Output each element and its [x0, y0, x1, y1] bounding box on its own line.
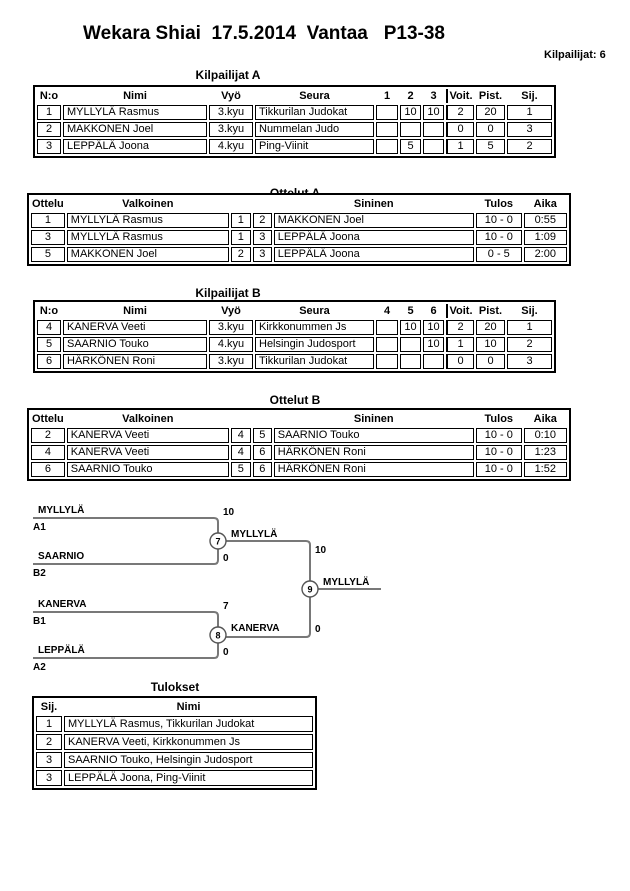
header-row: [37, 89, 552, 103]
bracket-winner-label: MYLLYLÄ: [231, 529, 278, 540]
header-row: [31, 197, 567, 211]
match-number: 9: [307, 584, 313, 595]
table-cell: [376, 320, 398, 335]
table-cell: HÄRKÖNEN Roni: [274, 462, 474, 477]
bracket-name-label: SAARNIO: [38, 551, 85, 562]
table-cell: 4: [31, 445, 65, 460]
table-row: [37, 139, 552, 154]
column-header: 2: [407, 90, 414, 102]
column-header: Pist.: [478, 90, 503, 102]
column-header: [253, 197, 272, 211]
match-number: 7: [215, 536, 221, 547]
table-cell: 3: [507, 122, 552, 137]
section-title-ottelut-b: Ottelut B: [269, 393, 321, 407]
table-row: [36, 734, 313, 750]
bracket-name-label: KANERVA: [38, 599, 87, 610]
table-row: [36, 716, 313, 732]
table-cell: Kirkkonummen Js: [255, 320, 374, 335]
table-cell: 20: [476, 105, 505, 120]
column-header: Ottelu: [32, 413, 64, 425]
table-cell: [376, 139, 398, 154]
table-cell: 1: [31, 213, 65, 228]
table-cell: MYLLYLÄ Rasmus: [67, 230, 229, 245]
table-cell: 1:52: [524, 462, 567, 477]
table-cell: 5: [31, 247, 65, 262]
table-cell: 3: [36, 770, 62, 786]
table-cell: 3.kyu: [209, 354, 253, 369]
ottelut-a-table: [27, 193, 571, 266]
table-cell: Tikkurilan Judokat: [255, 105, 374, 120]
table-cell: 3: [36, 752, 62, 768]
table-cell: 10: [423, 105, 444, 120]
table-cell: SAARNIO Touko: [63, 337, 207, 352]
table-cell: 6: [31, 462, 65, 477]
table-row: [37, 122, 552, 137]
column-header: 6: [430, 305, 437, 317]
table-row: [37, 337, 552, 352]
table-cell: 1:23: [524, 445, 567, 460]
table-cell: KANERVA Veeti, Kirkkonummen Js: [64, 734, 313, 750]
bracket-name-label: MYLLYLÄ: [38, 505, 85, 516]
table-row: [31, 462, 567, 477]
table-cell: 2: [446, 105, 474, 120]
table-cell: 2: [36, 734, 62, 750]
table-cell: KANERVA Veeti: [67, 445, 229, 460]
table-cell: 3: [31, 230, 65, 245]
table-cell: 6: [253, 462, 272, 477]
header-row: [37, 304, 552, 318]
table-cell: 20: [476, 320, 505, 335]
table-row: [37, 105, 552, 120]
column-header: Tulos: [484, 413, 514, 425]
table-cell: MYLLYLÄ Rasmus: [67, 213, 229, 228]
section-title-kilpailijat-b: Kilpailijat B: [195, 286, 261, 300]
table-cell: HÄRKÖNEN Roni: [63, 354, 207, 369]
table-cell: 3: [37, 139, 61, 154]
column-header: Tulos: [484, 198, 514, 210]
table-row: [36, 770, 313, 786]
elimination-bracket: [25, 498, 485, 678]
table-row: [37, 354, 552, 369]
column-header: [231, 412, 251, 426]
table-cell: [423, 122, 444, 137]
column-header: Nimi: [123, 305, 147, 317]
column-header: Voit.: [446, 304, 474, 318]
competitors-count-label: Kilpailijat: 6: [544, 49, 606, 61]
table-cell: Tikkurilan Judokat: [255, 354, 374, 369]
section-title-kilpailijat-a: Kilpailijat A: [195, 68, 261, 82]
table-cell: 1: [507, 105, 552, 120]
table-cell: 4: [231, 445, 251, 460]
table-cell: [400, 122, 421, 137]
table-cell: MYLLYLÄ Rasmus, Tikkurilan Judokat: [64, 716, 313, 732]
table-row: [31, 445, 567, 460]
table-cell: KANERVA Veeti: [67, 428, 229, 443]
bracket-score-label: 0: [315, 624, 321, 635]
bracket-seed-label: A1: [33, 522, 46, 533]
section-title-tulokset: Tulokset: [150, 680, 200, 694]
table-cell: SAARNIO Touko: [67, 462, 229, 477]
table-cell: [376, 105, 398, 120]
bracket-score-label: 0: [223, 553, 229, 564]
column-header: Sij.: [521, 90, 538, 102]
table-cell: HÄRKÖNEN Roni: [274, 445, 474, 460]
bracket-seed-label: A2: [33, 662, 46, 673]
table-cell: [400, 337, 421, 352]
table-cell: LEPPÄLÄ Joona, Ping-Viinit: [64, 770, 313, 786]
table-cell: 2: [446, 320, 474, 335]
column-header: 5: [407, 305, 414, 317]
table-cell: 4.kyu: [209, 139, 253, 154]
column-header: Pist.: [478, 305, 503, 317]
kilpailijat-b-table: [33, 300, 556, 373]
table-cell: 4: [231, 428, 251, 443]
table-cell: 0:55: [524, 213, 567, 228]
table-cell: 0: [446, 122, 474, 137]
column-header: Aika: [533, 198, 557, 210]
table-row: [31, 247, 567, 262]
table-cell: 1:09: [524, 230, 567, 245]
table-row: [31, 230, 567, 245]
table-cell: 3.kyu: [209, 122, 253, 137]
table-cell: 5: [400, 139, 421, 154]
table-cell: [423, 354, 444, 369]
table-cell: 2: [253, 213, 272, 228]
table-cell: 4: [37, 320, 61, 335]
table-cell: 1: [36, 716, 62, 732]
table-cell: 3.kyu: [209, 105, 253, 120]
table-cell: [376, 122, 398, 137]
table-cell: 10 - 0: [476, 213, 522, 228]
table-cell: LEPPÄLÄ Joona: [274, 247, 474, 262]
table-cell: 1: [446, 337, 474, 352]
column-header: Nimi: [123, 90, 147, 102]
column-header: 3: [430, 90, 437, 102]
table-cell: 10 - 0: [476, 462, 522, 477]
table-cell: 10: [423, 320, 444, 335]
table-cell: 3: [253, 230, 272, 245]
bracket-score-label: 7: [223, 601, 229, 612]
bracket-winner-label: KANERVA: [231, 623, 280, 634]
column-header: 4: [383, 305, 391, 317]
table-cell: Ping-Viinit: [255, 139, 374, 154]
column-header: Nimi: [176, 701, 201, 713]
column-header: Aika: [533, 413, 557, 425]
bracket-score-label: 10: [223, 507, 235, 518]
table-cell: 0: [476, 354, 505, 369]
table-cell: 3: [253, 247, 272, 262]
column-header: Seura: [299, 305, 330, 317]
table-cell: 1: [231, 213, 251, 228]
table-cell: KANERVA Veeti: [63, 320, 207, 335]
table-cell: MAKKONEN Joel: [67, 247, 229, 262]
kilpailijat-a-table: [33, 85, 556, 158]
table-cell: 10: [400, 320, 421, 335]
table-cell: 0 - 5: [476, 247, 522, 262]
table-cell: 6: [37, 354, 61, 369]
table-cell: LEPPÄLÄ Joona: [274, 230, 474, 245]
table-cell: 10: [423, 337, 444, 352]
table-cell: 3.kyu: [209, 320, 253, 335]
table-cell: 0: [476, 122, 505, 137]
table-cell: 10 - 0: [476, 230, 522, 245]
bracket-score-label: 0: [223, 647, 229, 658]
bracket-winner-label: MYLLYLÄ: [323, 577, 370, 588]
table-cell: 1: [507, 320, 552, 335]
table-cell: 0:10: [524, 428, 567, 443]
table-cell: SAARNIO Touko, Helsingin Judosport: [64, 752, 313, 768]
bracket-score-label: 10: [315, 545, 327, 556]
column-header: Sij.: [40, 701, 58, 713]
table-cell: 1: [231, 230, 251, 245]
table-cell: MYLLYLÄ Rasmus: [63, 105, 207, 120]
column-header: Valkoinen: [122, 198, 174, 210]
table-cell: Nummelan Judo: [255, 122, 374, 137]
column-header: [231, 197, 251, 211]
table-row: [36, 752, 313, 768]
ottelut-b-table: [27, 408, 571, 481]
table-cell: MAKKONEN Joel: [274, 213, 474, 228]
column-header: Voit.: [446, 89, 474, 103]
table-cell: [400, 354, 421, 369]
table-cell: 0: [446, 354, 474, 369]
match-number: 8: [215, 630, 221, 641]
table-cell: 10 - 0: [476, 445, 522, 460]
table-cell: SAARNIO Touko: [274, 428, 474, 443]
table-cell: 1: [37, 105, 61, 120]
column-header: Seura: [299, 90, 330, 102]
table-cell: 4.kyu: [209, 337, 253, 352]
tulokset-table: [32, 696, 317, 790]
table-cell: 5: [231, 462, 251, 477]
table-cell: 1: [446, 139, 474, 154]
column-header: N:o: [39, 305, 59, 317]
column-header: Sininen: [353, 413, 394, 425]
table-cell: 5: [37, 337, 61, 352]
table-cell: 10: [400, 105, 421, 120]
table-cell: MAKKONEN Joel: [63, 122, 207, 137]
column-header: Sininen: [353, 198, 394, 210]
table-cell: LEPPÄLÄ Joona: [63, 139, 207, 154]
header-row: [36, 700, 313, 714]
column-header: Sij.: [521, 305, 538, 317]
table-cell: [423, 139, 444, 154]
column-header: 1: [383, 90, 391, 102]
column-header: Vyö: [221, 90, 241, 102]
column-header: [253, 412, 272, 426]
table-cell: 2:00: [524, 247, 567, 262]
table-cell: 2: [507, 139, 552, 154]
column-header: Vyö: [221, 305, 241, 317]
column-header: Valkoinen: [122, 413, 174, 425]
table-cell: 2: [31, 428, 65, 443]
table-cell: 5: [476, 139, 505, 154]
page-title: Wekara Shiai 17.5.2014 Vantaa P13-38: [83, 23, 445, 44]
table-cell: [376, 354, 398, 369]
table-cell: 3: [507, 354, 552, 369]
table-cell: [376, 337, 398, 352]
header-row: [31, 412, 567, 426]
column-header: Ottelu: [32, 198, 64, 210]
table-cell: 2: [231, 247, 251, 262]
table-cell: 6: [253, 445, 272, 460]
table-cell: Helsingin Judosport: [255, 337, 374, 352]
table-row: [31, 213, 567, 228]
bracket-seed-label: B1: [33, 616, 46, 627]
table-cell: 2: [37, 122, 61, 137]
column-header: N:o: [39, 90, 59, 102]
table-cell: 10: [476, 337, 505, 352]
bracket-seed-label: B2: [33, 568, 46, 579]
table-cell: 10 - 0: [476, 428, 522, 443]
table-cell: 2: [507, 337, 552, 352]
table-row: [31, 428, 567, 443]
bracket-name-label: LEPPÄLÄ: [38, 645, 85, 656]
table-row: [37, 320, 552, 335]
table-cell: 5: [253, 428, 272, 443]
